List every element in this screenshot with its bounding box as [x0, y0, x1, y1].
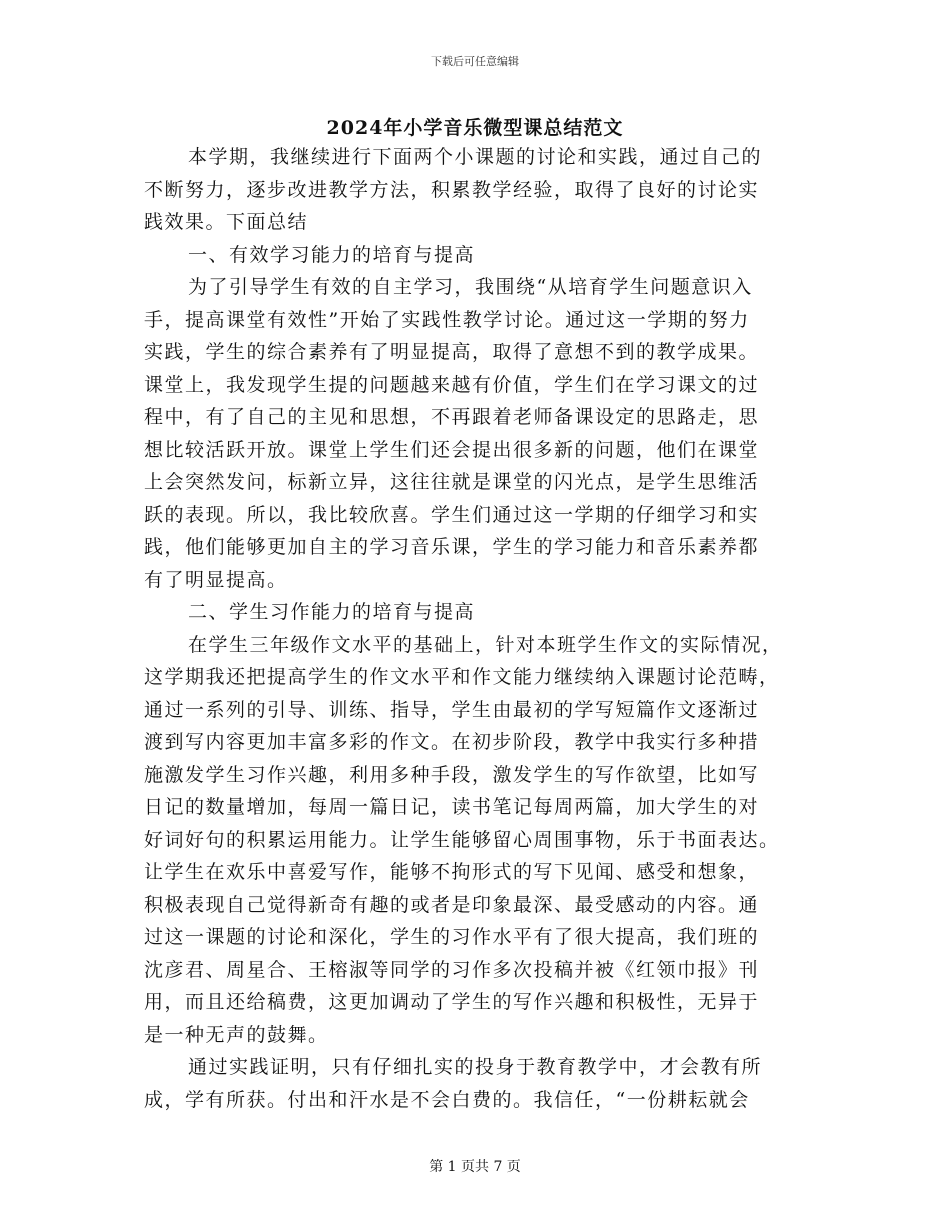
text-line: 这学期我还把提高学生的作文水平和作文能力继续纳入课题讨论范畴，: [144, 666, 780, 688]
document-title: 2024年小学音乐微型课总结范文: [326, 117, 624, 139]
text-line: 实践，学生的综合素养有了明显提高，取得了意想不到的教学成果。: [144, 341, 760, 363]
text-line: 课堂上，我发现学生提的问题越来越有价值，学生们在学习课文的过: [144, 373, 760, 396]
document-body: [144, 141, 804, 1116]
text-line: 跃的表现。所以，我比较欣喜。学生们通过这一学期的仔细学习和实: [144, 503, 760, 526]
text-line: 本学期，我继续进行下面两个小课题的讨论和实践，通过自己的: [188, 146, 763, 168]
page-footer: 第 1 页共 7 页: [429, 1159, 521, 1175]
text-line: 有了明显提高。: [144, 568, 288, 591]
text-line: 让学生在欢乐中喜爱写作，能够不拘形式的写下见闻、感受和想象，: [144, 861, 760, 883]
text-line: 通过一系列的引导、训练、指导，学生由最初的学写短篇作文逐渐过: [144, 698, 760, 721]
header-note: 下载后可任意编辑: [431, 55, 519, 68]
text-line: 不断努力，逐步改进教学方法，积累教学经验，取得了良好的讨论实: [144, 178, 760, 201]
text-line: 二、学生习作能力的培育与提高: [188, 601, 476, 623]
text-line: 过这一课题的讨论和深化，学生的习作水平有了很大提高，我们班的: [144, 926, 760, 948]
text-line: 沈彦君、周星合、王榕淑等同学的习作多次投稿并被《红领巾报》刊: [144, 958, 760, 981]
text-line: 为了引导学生有效的自主学习，我围绕“从培育学生问题意识入: [188, 276, 753, 298]
text-line: 渡到写内容更加丰富多彩的作文。在初步阶段，教学中我实行多种措: [144, 731, 760, 753]
text-line: 积极表现自己觉得新奇有趣的或者是印象最深、最受感动的内容。通: [144, 893, 760, 916]
text-line: 在学生三年级作文水平的基础上，针对本班学生作文的实际情况，: [188, 633, 783, 656]
text-line: 手，提高课堂有效性”开始了实践性教学讨论。通过这一学期的努力: [144, 308, 750, 331]
text-line: 践效果。下面总结: [144, 211, 309, 233]
text-line: 日记的数量增加，每周一篇日记，读书笔记每周两篇，加大学生的对: [144, 796, 760, 818]
text-line: 一、有效学习能力的培育与提高: [188, 243, 476, 266]
text-line: 通过实践证明，只有仔细扎实的投身于教育教学中，才会教有所: [188, 1056, 763, 1078]
text-line: 践，他们能够更加自主的学习音乐课，学生的学习能力和音乐素养都: [144, 536, 760, 558]
text-line: 程中，有了自己的主见和思想，不再跟着老师备课设定的思路走，思: [144, 406, 760, 428]
text-line: 成，学有所获。付出和汗水是不会白费的。我信任，“一份耕耘就会: [144, 1088, 750, 1111]
text-line: 用，而且还给稿费，这更加调动了学生的写作兴趣和积极性，无异于: [144, 991, 760, 1013]
text-line: 是一种无声的鼓舞。: [144, 1023, 329, 1046]
text-line: 施激发学生习作兴趣，利用多种手段，激发学生的写作欲望，比如写: [144, 763, 760, 786]
text-line: 想比较活跃开放。课堂上学生们还会提出很多新的问题，他们在课堂: [144, 438, 760, 461]
text-line: 上会突然发问，标新立异，这往往就是课堂的闪光点，是学生思维活: [144, 471, 760, 493]
text-line: 好词好句的积累运用能力。让学生能够留心周围事物，乐于书面表达。: [144, 828, 780, 851]
